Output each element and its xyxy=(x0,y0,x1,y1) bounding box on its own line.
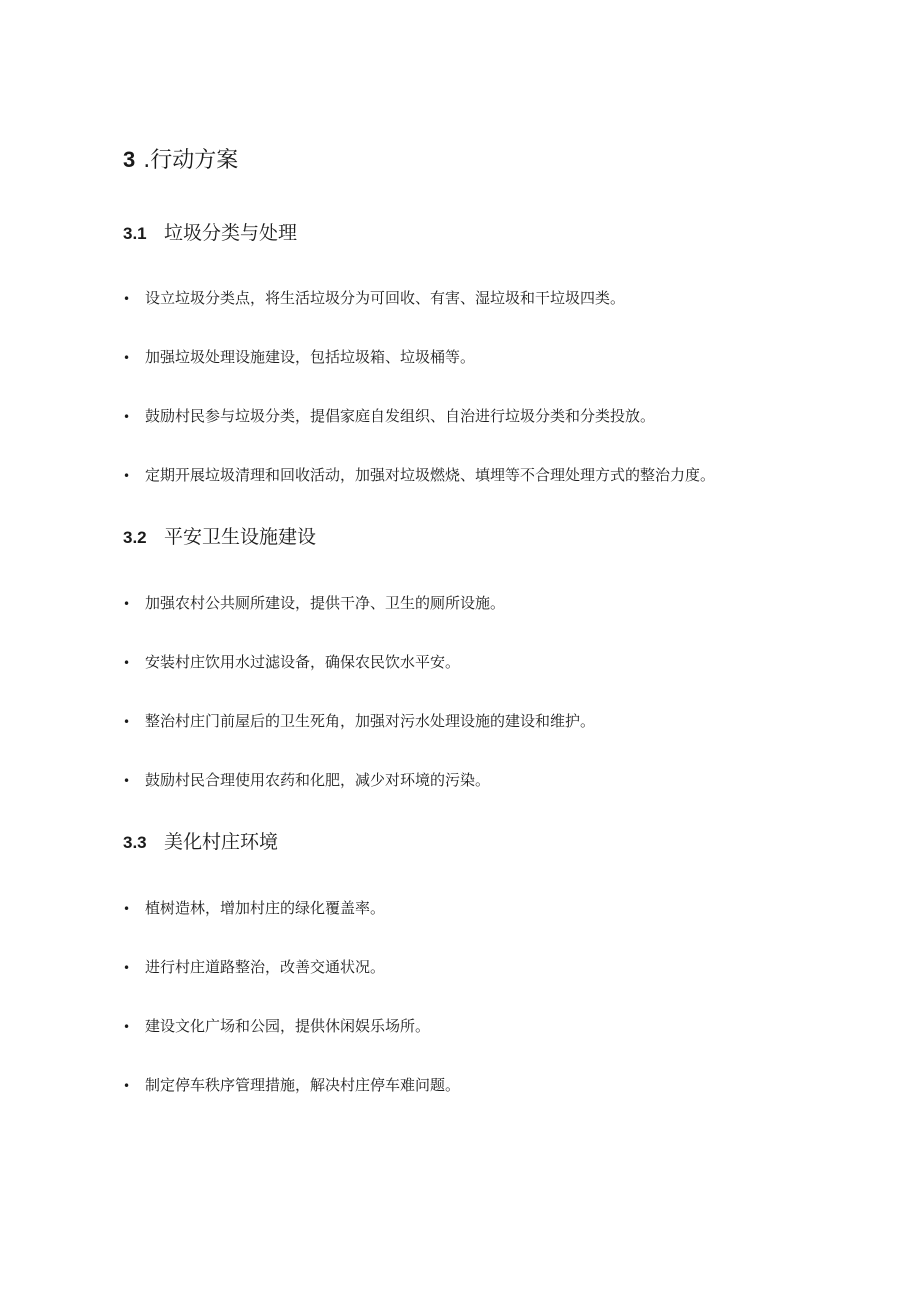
bullet-icon: • xyxy=(123,1079,131,1093)
list-item-text: 设立垃圾分类点，将生活垃圾分为可回收、有害、湿垃圾和干垃圾四类。 xyxy=(145,289,626,307)
bullet-icon: • xyxy=(123,961,131,975)
list-item xyxy=(123,404,655,429)
subsection-heading xyxy=(123,522,316,553)
subsection-number: 3.1 xyxy=(123,224,147,243)
bullet-icon: • xyxy=(123,469,131,483)
list-item-text: 定期开展垃圾清理和回收活动，加强对垃圾燃烧、填埋等不合理处理方式的整治力度。 xyxy=(145,466,716,484)
list-item-text: 安装村庄饮用水过滤设备，确保农民饮水平安。 xyxy=(145,653,461,671)
list-item xyxy=(123,709,595,734)
list-item-text: 加强垃圾处理设施建设，包括垃圾箱、垃圾桶等。 xyxy=(145,348,476,366)
bullet-icon: • xyxy=(123,1020,131,1034)
list-item xyxy=(123,1073,460,1098)
subsection-number: 3.2 xyxy=(123,528,147,547)
list-item-text: 加强农村公共厕所建设，提供干净、卫生的厕所设施。 xyxy=(145,594,506,612)
bullet-icon: • xyxy=(123,715,131,729)
subsection-title: 平安卫生设施建设 xyxy=(164,526,317,548)
list-item xyxy=(123,650,460,675)
list-item xyxy=(123,955,385,980)
section-heading-title: .行动方案 xyxy=(143,148,239,173)
bullet-icon: • xyxy=(123,774,131,788)
subsection-title: 垃圾分类与处理 xyxy=(164,222,298,244)
bullet-icon: • xyxy=(123,292,131,306)
bullet-icon: • xyxy=(123,597,131,611)
subsection-title: 美化村庄环境 xyxy=(164,831,279,853)
list-item-text: 鼓励村民参与垃圾分类，提倡家庭自发组织、自治进行垃圾分类和分类投放。 xyxy=(145,407,656,425)
list-item-text: 制定停车秩序管理措施，解决村庄停车难问题。 xyxy=(145,1076,461,1094)
list-item-text: 植树造林，增加村庄的绿化覆盖率。 xyxy=(145,899,386,917)
list-item xyxy=(123,1014,430,1039)
list-item-text: 进行村庄道路整治，改善交通状况。 xyxy=(145,958,386,976)
list-item xyxy=(123,591,505,616)
bullet-icon: • xyxy=(123,410,131,424)
bullet-icon: • xyxy=(123,351,131,365)
list-item xyxy=(123,463,715,488)
list-item xyxy=(123,768,490,793)
list-item xyxy=(123,345,475,370)
list-item-text: 建设文化广场和公园，提供休闲娱乐场所。 xyxy=(145,1017,431,1035)
section-heading-number: 3 xyxy=(123,147,136,172)
section-heading xyxy=(123,143,238,178)
bullet-icon: • xyxy=(123,902,131,916)
subsection-heading xyxy=(123,218,297,249)
list-item xyxy=(123,286,625,311)
list-item xyxy=(123,896,385,921)
bullet-icon: • xyxy=(123,656,131,670)
subsection-heading xyxy=(123,827,278,858)
list-item-text: 鼓励村民合理使用农药和化肥，减少对环境的污染。 xyxy=(145,771,491,789)
subsection-number: 3.3 xyxy=(123,833,147,852)
list-item-text: 整治村庄门前屋后的卫生死角，加强对污水处理设施的建设和维护。 xyxy=(145,712,596,730)
